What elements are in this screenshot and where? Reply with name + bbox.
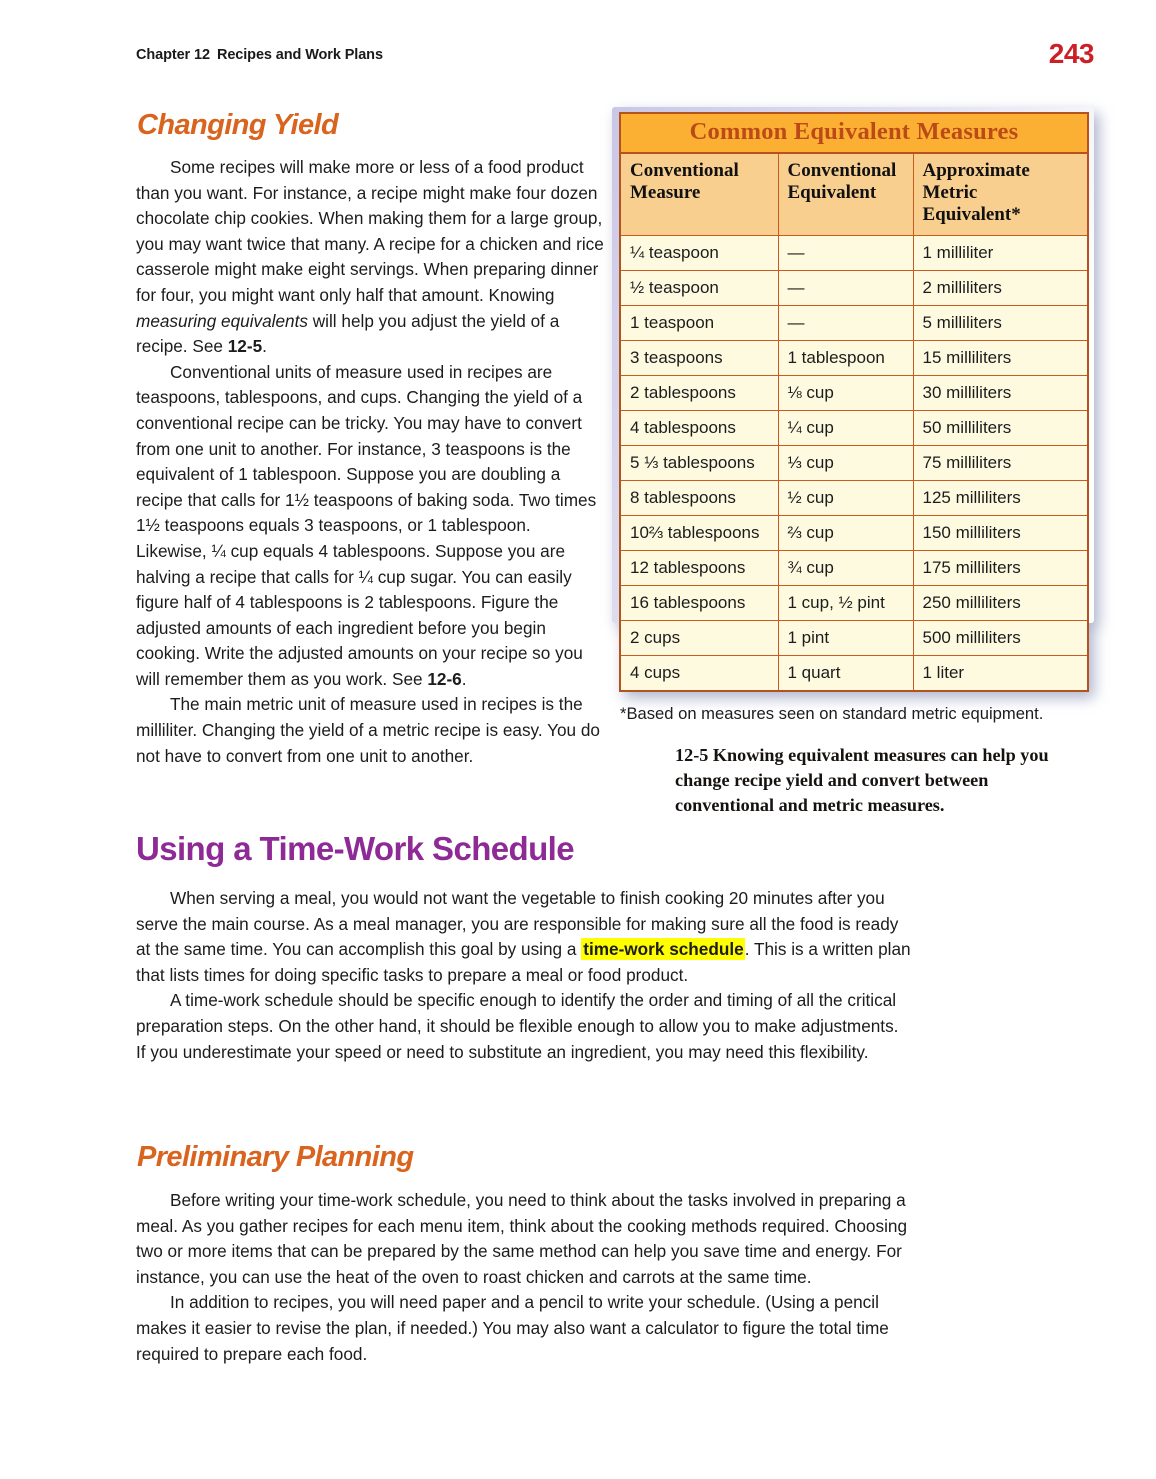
table-cell: 1 pint (778, 621, 913, 656)
table-row (620, 271, 1088, 306)
table-row (620, 306, 1088, 341)
table-cell: ⅓ cup (778, 446, 913, 481)
highlighted-vocabulary-term: time-work schedule (583, 939, 744, 960)
table-cell: 125 milliliters (913, 481, 1088, 516)
table-row (620, 376, 1088, 411)
table-shadow-wrapper (619, 112, 1087, 692)
text-run: When serving a meal, you would not want the vegetable to finish cooking 20 minutes after you serve the main course. As a meal manager, you are responsible for making sure all the food is ready at the same time. You can accomplish this goal by using a (136, 888, 899, 960)
text-run: . This is a written plan that lists times for doing specific tasks to prepare a meal or food product. (136, 939, 911, 985)
table-cell: 5 ⅓ tablespoons (620, 446, 778, 481)
table-cell: 250 milliliters (913, 586, 1088, 621)
table-cell: — (778, 306, 913, 341)
table-cell: 3 teaspoons (620, 341, 778, 376)
italic-term: measuring equivalents (136, 310, 308, 331)
table-cell: 2 tablespoons (620, 376, 778, 411)
table-cell: ¼ teaspoon (620, 236, 778, 271)
body-column-changing-yield (136, 155, 606, 769)
table-cell: ½ teaspoon (620, 271, 778, 306)
table-cell: ⅛ cup (778, 376, 913, 411)
paragraph (136, 1188, 911, 1290)
column-header-conventional-equivalent: Conventional Equivalent (778, 153, 913, 236)
table-cell: 4 cups (620, 656, 778, 692)
figure-reference: 12-6 (427, 668, 462, 689)
table-cell: 1 cup, ½ pint (778, 586, 913, 621)
table-cell: 75 milliliters (913, 446, 1088, 481)
table-cell: 15 milliliters (913, 341, 1088, 376)
table-cell: 12 tablespoons (620, 551, 778, 586)
paragraph (136, 360, 606, 693)
paragraph (136, 692, 606, 769)
text-run: In addition to recipes, you will need paper and a pencil to write your schedule. (Using a pencil makes it easier to revise the plan, if needed.) You may also want a calculator to figure the total time required to prepare each food. (136, 1292, 889, 1364)
text-run: Conventional units of measure used in recipes are teaspoons, tablespoons, and cups. Changing the yield of a conventional recipe can be tricky. You may have to convert from one unit to another. For instance, 3 teaspoons is the equivalent of 1 tablespoon. Suppose you are doubling a recipe that calls for 1½ teaspoons of baking soda. Two times 1½ teaspoons equals 3 teaspoons, or 1 tablespoon. Likewise, ¼ cup equals 4 tablespoons. Suppose you are halving a recipe that calls for ¼ cup sugar. You can easily figure half of 4 tablespoons is 2 tablespoons. Figure the adjusted amounts of each ingredient before you begin cooking. Write the adjusted amounts on your recipe so you will remember them as you work. See (136, 361, 597, 689)
body-column-preliminary-planning (136, 1188, 911, 1367)
paragraph (136, 886, 911, 988)
figure-12-5 (619, 112, 1087, 818)
table-cell: 8 tablespoons (620, 481, 778, 516)
column-header-approximate-metric-equivalent: Approximate Metric Equivalent* (913, 153, 1088, 236)
text-run: Some recipes will make more or less of a food product than you want. For instance, a recipe might make four dozen chocolate chip cookies. When making them for a large group, you may want twice that many. A recipe for a chicken and rice casserole might make eight servings. When preparing dinner for four, you might want only half that amount. Knowing (136, 157, 604, 305)
table-cell: ⅔ cup (778, 516, 913, 551)
table-cell: 16 tablespoons (620, 586, 778, 621)
table-row (620, 481, 1088, 516)
table-row (620, 516, 1088, 551)
table-row (620, 621, 1088, 656)
table-title: Common Equivalent Measures (619, 112, 1089, 152)
running-head (136, 47, 383, 63)
table-header-row (620, 153, 1088, 236)
paragraph (136, 1290, 911, 1367)
text-run: Before writing your time-work schedule, you need to think about the tasks involved in preparing a meal. As you gather recipes for each menu item, think about the cooking methods required. Choosing two or more items that can be prepared by the same method can help you save time and energy. For instance, you can use the heat of the oven to roast chicken and carrots at the same time. (136, 1190, 908, 1287)
heading-changing-yield: Changing Yield (137, 109, 339, 141)
table-cell: ¼ cup (778, 411, 913, 446)
text-run: . (262, 336, 267, 357)
table-cell: 1 milliliter (913, 236, 1088, 271)
table-cell: 500 milliliters (913, 621, 1088, 656)
table-row (620, 446, 1088, 481)
table-body (620, 236, 1088, 692)
body-column-time-work-schedule (136, 886, 911, 1065)
table-row (620, 551, 1088, 586)
figure-caption: 12-5 Knowing equivalent measures can help you change recipe yield and convert between conventional and metric measures. (675, 744, 1049, 815)
running-head-title: Recipes and Work Plans (216, 47, 383, 63)
text-run: . (461, 668, 467, 689)
heading-preliminary-planning: Preliminary Planning (137, 1141, 414, 1173)
page-number: 243 (1048, 38, 1094, 69)
table-cell: 30 milliliters (913, 376, 1088, 411)
table-row (620, 236, 1088, 271)
table-cell: 1 tablespoon (778, 341, 913, 376)
text-run: A time-work schedule should be specific enough to identify the order and timing of all the critical preparation steps. On the other hand, it should be flexible enough to allow you to make adjustments. If you underestimate your speed or need to substitute an ingredient, you may need this flexibility. (136, 990, 899, 1062)
column-header-conventional-measure: Conventional Measure (620, 153, 778, 236)
table-row (620, 341, 1088, 376)
table-row (620, 586, 1088, 621)
text-run: The main metric unit of measure used in recipes is the milliliter. Changing the yield of a metric recipe is easy. You do not have to convert from one unit to another. (136, 694, 600, 766)
paragraph (136, 988, 911, 1065)
common-equivalent-measures-table (619, 112, 1089, 692)
table-cell: ½ cup (778, 481, 913, 516)
table-cell: 5 milliliters (913, 306, 1088, 341)
table-row (620, 411, 1088, 446)
table-row (620, 656, 1088, 692)
table-cell: 1 liter (913, 656, 1088, 692)
running-head-chapter: Chapter 12 (136, 47, 210, 63)
table-cell: 1 quart (778, 656, 913, 692)
table-cell: 10⅔ tablespoons (620, 516, 778, 551)
table-cell: 150 milliliters (913, 516, 1088, 551)
figure-reference: 12-5 (227, 336, 263, 357)
table-footnote: *Based on measures seen on standard metric equipment. (620, 704, 1044, 723)
table-cell: 50 milliliters (913, 411, 1088, 446)
table-cell: 2 milliliters (913, 271, 1088, 306)
table-cell: — (778, 271, 913, 306)
table-cell: 1 teaspoon (620, 306, 778, 341)
table-cell: ¾ cup (778, 551, 913, 586)
text-run: will help you adjust the yield of a recipe. See (136, 310, 560, 357)
table-cell: 2 cups (620, 621, 778, 656)
table-cell: — (778, 236, 913, 271)
paragraph (136, 155, 606, 360)
heading-using-a-time-work-schedule: Using a Time-Work Schedule (136, 830, 574, 867)
table-cell: 175 milliliters (913, 551, 1088, 586)
table-cell: 4 tablespoons (620, 411, 778, 446)
